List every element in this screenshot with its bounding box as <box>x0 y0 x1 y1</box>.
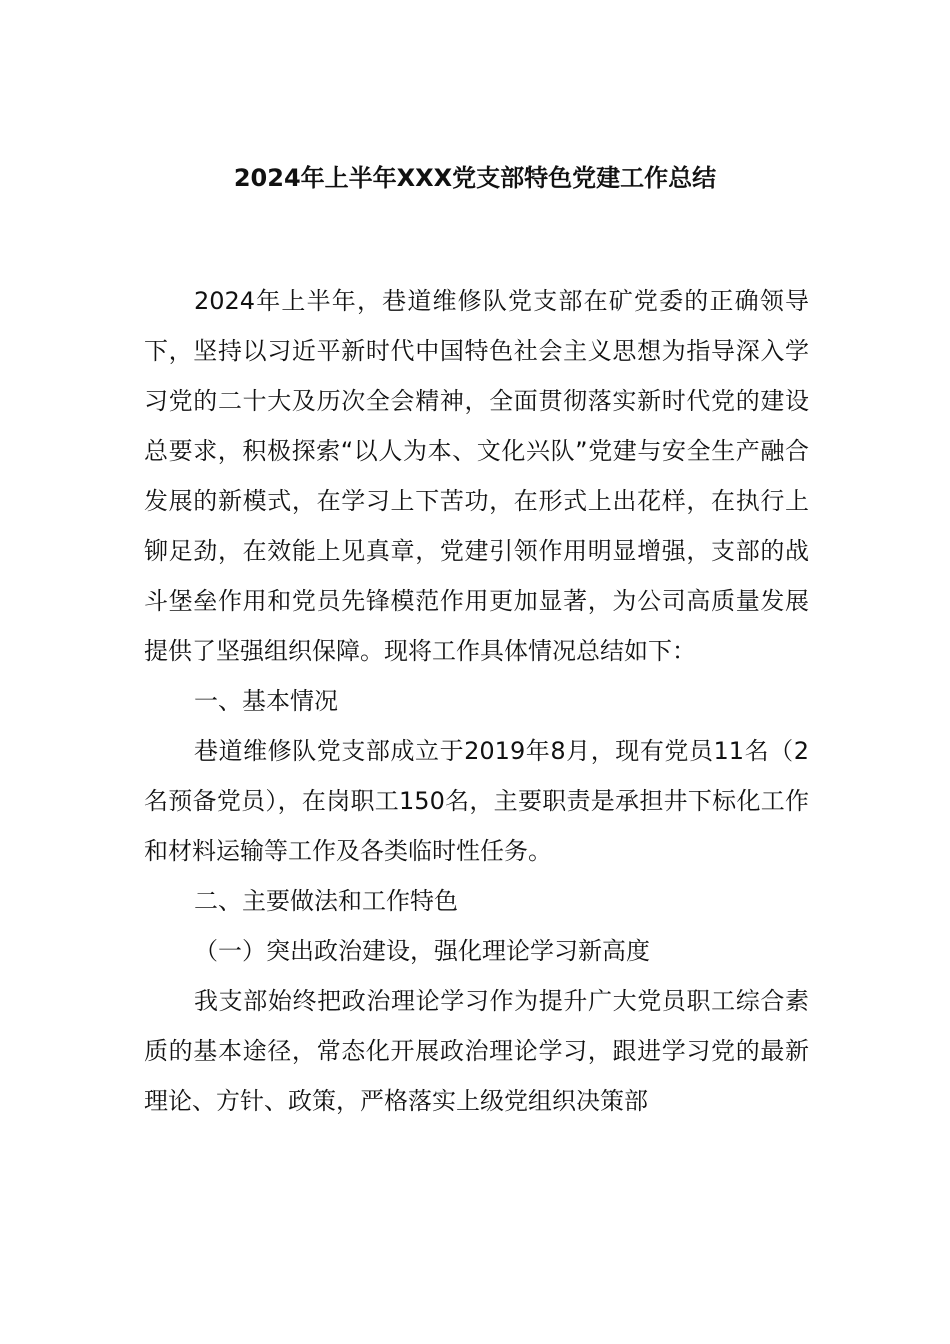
document-body <box>144 276 809 1126</box>
document-title: 2024年上半年XXX党支部特色党建工作总结 <box>233 164 717 192</box>
subsection-heading-political-building: （一）突出政治建设，强化理论学习新高度 <box>194 937 650 965</box>
intro-paragraph: 2024年上半年，巷道维修队党支部在矿党委的正确领导下，坚持以习近平新时代中国特色社会主义思想为指导深入学习党的二十大及历次全会精神，全面贯彻落实新时代党的建设总要求，积极探索“以人为本、文化兴队”党建与安全生产融合发展的新模式，在学习上下苦功，在形式上出花样，在执行上铆足劲，在效能上见真章，党建引领作用明显增强，支部的战斗堡垒作用和党员先锋模范作用更加显著，为公司高质量发展提供了坚强组织保障。现将工作具体情况总结如下： <box>144 287 809 665</box>
political-building-paragraph: 我支部始终把政治理论学习作为提升广大党员职工综合素质的基本途径，常态化开展政治理论学习，跟进学习党的最新理论、方针、政策，严格落实上级党组织决策部 <box>144 987 809 1115</box>
section-heading-basic-situation: 一、基本情况 <box>194 687 338 715</box>
section-heading-main-practices: 二、主要做法和工作特色 <box>194 887 458 915</box>
basic-situation-paragraph: 巷道维修队党支部成立于2019年8月，现有党员11名（2名预备党员），在岗职工150名，主要职责是承担井下标化工作和材料运输等工作及各类临时性任务。 <box>144 737 809 865</box>
